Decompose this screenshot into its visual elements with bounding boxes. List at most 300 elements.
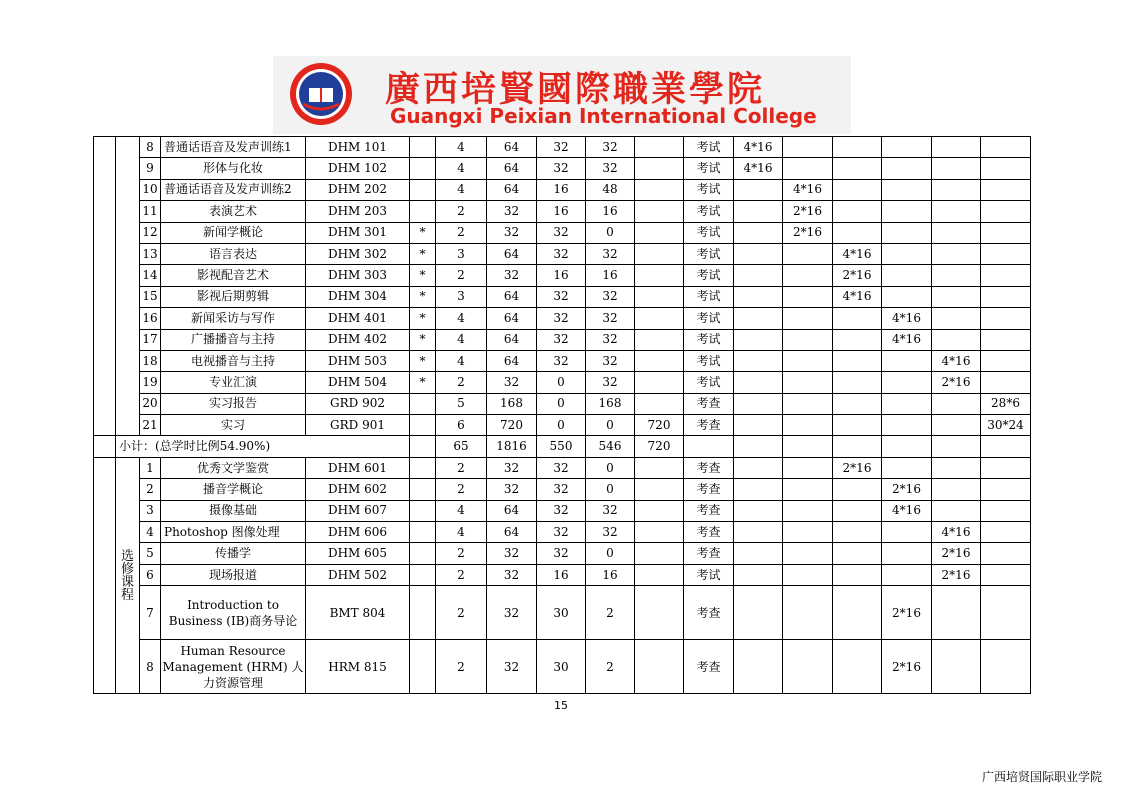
course-s1-cell — [734, 372, 783, 393]
course-total-cell: 64 — [487, 137, 537, 158]
subtotal-extra-cell: 720 — [635, 436, 684, 457]
subtotal-empty-cell — [932, 436, 981, 457]
course-s1-cell — [734, 350, 783, 371]
course-assess-cell: 考查 — [684, 586, 734, 640]
course-name-cell: Photoshop 图像处理 — [161, 522, 306, 543]
course-number-cell: 6 — [140, 564, 161, 585]
course-name-cell: 形体与化妆 — [161, 158, 306, 179]
course-name-cell: 优秀文学鉴赏 — [161, 457, 306, 478]
course-credits-cell: 4 — [436, 179, 487, 200]
required-course-row — [94, 308, 1031, 329]
course-name-cell: 播音学概论 — [161, 479, 306, 500]
course-practice-cell: 0 — [586, 415, 635, 436]
course-s4-cell — [882, 350, 932, 371]
course-name-cell: Human Resource Management (HRM) 人力资源管理 — [161, 640, 306, 694]
course-s1-cell — [734, 500, 783, 521]
course-core-cell: * — [410, 286, 436, 307]
course-s6-cell — [981, 286, 1031, 307]
course-name-cell: 表演艺术 — [161, 201, 306, 222]
course-total-cell: 32 — [487, 640, 537, 694]
elective-course-row — [94, 586, 1031, 640]
course-assess-cell: 考查 — [684, 415, 734, 436]
course-assess-cell: 考试 — [684, 308, 734, 329]
course-assess-cell: 考查 — [684, 457, 734, 478]
course-s1-cell — [734, 543, 783, 564]
course-s6-cell — [981, 564, 1031, 585]
course-assess-cell: 考试 — [684, 265, 734, 286]
course-theory-cell: 0 — [537, 415, 586, 436]
course-number-cell: 8 — [140, 137, 161, 158]
course-s3-cell — [833, 640, 882, 694]
course-code-cell: DHM 203 — [306, 201, 410, 222]
course-credits-cell: 2 — [436, 222, 487, 243]
course-s3-cell — [833, 137, 882, 158]
course-s3-cell — [833, 543, 882, 564]
course-s5-cell: 2*16 — [932, 564, 981, 585]
course-s1-cell — [734, 415, 783, 436]
course-code-cell: DHM 202 — [306, 179, 410, 200]
course-practice-cell: 16 — [586, 564, 635, 585]
course-name-cell: 普通话语音及发声训练1 — [161, 137, 306, 158]
course-s1-cell — [734, 286, 783, 307]
course-s4-cell — [882, 179, 932, 200]
course-extra-cell — [635, 329, 684, 350]
course-extra-cell — [635, 350, 684, 371]
course-s2-cell — [783, 243, 833, 264]
required-course-row — [94, 158, 1031, 179]
category-cell — [94, 137, 116, 436]
course-practice-cell: 32 — [586, 286, 635, 307]
course-s4-cell — [882, 286, 932, 307]
required-course-row — [94, 372, 1031, 393]
category-cell — [94, 436, 116, 457]
course-practice-cell: 48 — [586, 179, 635, 200]
course-s6-cell — [981, 137, 1031, 158]
subtotal-practice-cell: 546 — [586, 436, 635, 457]
course-credits-cell: 3 — [436, 286, 487, 307]
course-total-cell: 64 — [487, 308, 537, 329]
course-credits-cell: 4 — [436, 329, 487, 350]
course-s3-cell — [833, 308, 882, 329]
course-s2-cell — [783, 350, 833, 371]
course-s2-cell: 4*16 — [783, 179, 833, 200]
required-course-row — [94, 179, 1031, 200]
category-cell — [94, 457, 116, 693]
course-number-cell: 11 — [140, 201, 161, 222]
course-number-cell: 14 — [140, 265, 161, 286]
course-s1-cell — [734, 179, 783, 200]
course-s1-cell — [734, 640, 783, 694]
course-s4-cell: 4*16 — [882, 500, 932, 521]
course-name-cell: 影视后期剪辑 — [161, 286, 306, 307]
course-s3-cell — [833, 158, 882, 179]
subtotal-theory-cell: 550 — [537, 436, 586, 457]
course-theory-cell: 32 — [537, 500, 586, 521]
course-s2-cell — [783, 393, 833, 414]
course-s2-cell — [783, 564, 833, 585]
course-number-cell: 3 — [140, 500, 161, 521]
course-s1-cell — [734, 222, 783, 243]
course-assess-cell: 考试 — [684, 286, 734, 307]
course-assess-cell: 考试 — [684, 158, 734, 179]
course-code-cell: GRD 901 — [306, 415, 410, 436]
elective-course-row — [94, 500, 1031, 521]
course-s2-cell — [783, 372, 833, 393]
course-s6-cell — [981, 265, 1031, 286]
course-extra-cell — [635, 479, 684, 500]
course-assess-cell: 考查 — [684, 479, 734, 500]
course-number-cell: 4 — [140, 522, 161, 543]
course-credits-cell: 4 — [436, 522, 487, 543]
course-s2-cell — [783, 500, 833, 521]
subtotal-empty-cell — [882, 436, 932, 457]
course-total-cell: 32 — [487, 479, 537, 500]
course-extra-cell — [635, 372, 684, 393]
course-theory-cell: 0 — [537, 393, 586, 414]
course-s3-cell — [833, 201, 882, 222]
subtotal-core-cell — [410, 436, 436, 457]
subtotal-empty-cell — [734, 436, 783, 457]
course-s5-cell — [932, 308, 981, 329]
course-s4-cell — [882, 415, 932, 436]
course-s3-cell: 2*16 — [833, 457, 882, 478]
course-s5-cell — [932, 222, 981, 243]
required-course-row — [94, 222, 1031, 243]
course-core-cell: * — [410, 372, 436, 393]
course-s4-cell — [882, 393, 932, 414]
course-extra-cell — [635, 265, 684, 286]
course-credits-cell: 2 — [436, 479, 487, 500]
course-s5-cell: 2*16 — [932, 372, 981, 393]
course-s5-cell — [932, 457, 981, 478]
course-practice-cell: 32 — [586, 500, 635, 521]
course-s3-cell: 4*16 — [833, 243, 882, 264]
course-total-cell: 64 — [487, 158, 537, 179]
footer-college-name: 广西培贤国际职业学院 — [981, 770, 1102, 784]
course-s1-cell — [734, 586, 783, 640]
course-assess-cell: 考试 — [684, 179, 734, 200]
course-core-cell — [410, 640, 436, 694]
course-s4-cell — [882, 265, 932, 286]
course-core-cell: * — [410, 329, 436, 350]
course-theory-cell: 32 — [537, 158, 586, 179]
course-number-cell: 2 — [140, 479, 161, 500]
course-assess-cell: 考试 — [684, 329, 734, 350]
course-extra-cell — [635, 457, 684, 478]
course-s3-cell: 2*16 — [833, 265, 882, 286]
course-core-cell: * — [410, 350, 436, 371]
course-number-cell: 21 — [140, 415, 161, 436]
course-s5-cell — [932, 265, 981, 286]
course-practice-cell: 32 — [586, 137, 635, 158]
course-s2-cell — [783, 286, 833, 307]
course-core-cell — [410, 543, 436, 564]
course-s2-cell — [783, 308, 833, 329]
course-code-cell: BMT 804 — [306, 586, 410, 640]
course-s1-cell — [734, 265, 783, 286]
course-s6-cell — [981, 222, 1031, 243]
course-s2-cell — [783, 543, 833, 564]
course-table-body — [94, 137, 1031, 694]
course-s2-cell — [783, 329, 833, 350]
course-total-cell: 32 — [487, 543, 537, 564]
course-s6-cell — [981, 640, 1031, 694]
subtotal-row — [94, 436, 1031, 457]
course-extra-cell — [635, 179, 684, 200]
course-s4-cell — [882, 158, 932, 179]
course-code-cell: DHM 502 — [306, 564, 410, 585]
course-extra-cell — [635, 158, 684, 179]
course-practice-cell: 32 — [586, 329, 635, 350]
elective-course-row — [94, 543, 1031, 564]
subtotal-label: 小计：(总学时比例54.90%) — [116, 436, 410, 457]
course-practice-cell: 0 — [586, 222, 635, 243]
course-theory-cell: 32 — [537, 286, 586, 307]
course-s6-cell: 30*24 — [981, 415, 1031, 436]
course-theory-cell: 30 — [537, 640, 586, 694]
course-credits-cell: 2 — [436, 372, 487, 393]
course-s1-cell — [734, 457, 783, 478]
course-s4-cell — [882, 222, 932, 243]
course-s3-cell — [833, 179, 882, 200]
course-code-cell: HRM 815 — [306, 640, 410, 694]
course-name-cell: 语言表达 — [161, 243, 306, 264]
course-assess-cell: 考查 — [684, 500, 734, 521]
course-code-cell: DHM 606 — [306, 522, 410, 543]
course-practice-cell: 32 — [586, 372, 635, 393]
course-number-cell: 9 — [140, 158, 161, 179]
course-credits-cell: 4 — [436, 308, 487, 329]
course-s6-cell — [981, 522, 1031, 543]
course-credits-cell: 6 — [436, 415, 487, 436]
course-s6-cell — [981, 308, 1031, 329]
required-course-row — [94, 201, 1031, 222]
course-credits-cell: 4 — [436, 500, 487, 521]
course-s2-cell: 2*16 — [783, 222, 833, 243]
required-course-row — [94, 350, 1031, 371]
course-s5-cell — [932, 243, 981, 264]
course-theory-cell: 0 — [537, 372, 586, 393]
course-s6-cell — [981, 350, 1031, 371]
course-practice-cell: 32 — [586, 308, 635, 329]
course-name-cell: 现场报道 — [161, 564, 306, 585]
course-s2-cell — [783, 640, 833, 694]
course-total-cell: 64 — [487, 179, 537, 200]
course-theory-cell: 32 — [537, 522, 586, 543]
course-s4-cell: 2*16 — [882, 479, 932, 500]
course-number-cell: 15 — [140, 286, 161, 307]
course-core-cell — [410, 415, 436, 436]
course-s1-cell — [734, 329, 783, 350]
course-s5-cell — [932, 640, 981, 694]
course-name-cell: 新闻学概论 — [161, 222, 306, 243]
course-core-cell: * — [410, 243, 436, 264]
course-s6-cell — [981, 500, 1031, 521]
course-s5-cell: 4*16 — [932, 350, 981, 371]
course-s3-cell — [833, 350, 882, 371]
course-number-cell: 7 — [140, 586, 161, 640]
college-banner — [273, 56, 851, 134]
course-s4-cell — [882, 372, 932, 393]
course-credits-cell: 4 — [436, 350, 487, 371]
course-s6-cell — [981, 457, 1031, 478]
course-name-cell: 摄像基础 — [161, 500, 306, 521]
course-code-cell: DHM 102 — [306, 158, 410, 179]
elective-course-row — [94, 640, 1031, 694]
course-credits-cell: 4 — [436, 137, 487, 158]
course-total-cell: 64 — [487, 350, 537, 371]
course-total-cell: 168 — [487, 393, 537, 414]
subtotal-empty-cell — [684, 436, 734, 457]
course-core-cell — [410, 586, 436, 640]
course-s4-cell: 2*16 — [882, 640, 932, 694]
course-name-cell: 实习报告 — [161, 393, 306, 414]
course-s3-cell — [833, 222, 882, 243]
subtotal-credits-cell: 65 — [436, 436, 487, 457]
college-seal-icon — [289, 62, 353, 126]
course-code-cell: DHM 601 — [306, 457, 410, 478]
course-core-cell — [410, 179, 436, 200]
course-s4-cell — [882, 457, 932, 478]
course-theory-cell: 32 — [537, 479, 586, 500]
course-number-cell: 5 — [140, 543, 161, 564]
course-s3-cell — [833, 522, 882, 543]
course-extra-cell — [635, 543, 684, 564]
course-total-cell: 32 — [487, 201, 537, 222]
course-s3-cell: 4*16 — [833, 286, 882, 307]
course-credits-cell: 2 — [436, 265, 487, 286]
course-s3-cell — [833, 372, 882, 393]
subtotal-empty-cell — [833, 436, 882, 457]
course-number-cell: 12 — [140, 222, 161, 243]
course-code-cell: DHM 303 — [306, 265, 410, 286]
course-s1-cell — [734, 479, 783, 500]
college-name-en: Guangxi Peixian International College — [390, 104, 817, 128]
elective-group-label: 选 修 课 程 — [116, 457, 140, 693]
course-total-cell: 32 — [487, 265, 537, 286]
course-core-cell — [410, 500, 436, 521]
course-assess-cell: 考查 — [684, 543, 734, 564]
course-credits-cell: 2 — [436, 564, 487, 585]
course-assess-cell: 考试 — [684, 222, 734, 243]
course-credits-cell: 2 — [436, 201, 487, 222]
course-core-cell: * — [410, 308, 436, 329]
course-s1-cell — [734, 243, 783, 264]
course-theory-cell: 32 — [537, 543, 586, 564]
course-plan-table — [93, 136, 1031, 694]
course-total-cell: 32 — [487, 372, 537, 393]
course-number-cell: 10 — [140, 179, 161, 200]
course-s5-cell — [932, 329, 981, 350]
required-course-row — [94, 137, 1031, 158]
course-assess-cell: 考试 — [684, 137, 734, 158]
course-s6-cell — [981, 243, 1031, 264]
course-s4-cell — [882, 137, 932, 158]
course-s5-cell — [932, 479, 981, 500]
course-assess-cell: 考试 — [684, 564, 734, 585]
course-total-cell: 64 — [487, 329, 537, 350]
course-core-cell — [410, 479, 436, 500]
course-s5-cell — [932, 415, 981, 436]
course-practice-cell: 2 — [586, 640, 635, 694]
course-number-cell: 16 — [140, 308, 161, 329]
course-core-cell — [410, 393, 436, 414]
course-number-cell: 17 — [140, 329, 161, 350]
course-s1-cell — [734, 308, 783, 329]
course-core-cell: * — [410, 265, 436, 286]
course-s2-cell — [783, 522, 833, 543]
course-s2-cell — [783, 137, 833, 158]
course-theory-cell: 32 — [537, 243, 586, 264]
course-s6-cell — [981, 479, 1031, 500]
course-extra-cell: 720 — [635, 415, 684, 436]
course-theory-cell: 16 — [537, 179, 586, 200]
course-credits-cell: 2 — [436, 586, 487, 640]
course-code-cell: DHM 401 — [306, 308, 410, 329]
course-code-cell: DHM 101 — [306, 137, 410, 158]
course-assess-cell: 考查 — [684, 522, 734, 543]
course-s3-cell — [833, 415, 882, 436]
course-extra-cell — [635, 308, 684, 329]
course-s3-cell — [833, 500, 882, 521]
course-theory-cell: 32 — [537, 350, 586, 371]
course-s5-cell — [932, 137, 981, 158]
course-s6-cell — [981, 543, 1031, 564]
course-practice-cell: 32 — [586, 350, 635, 371]
course-practice-cell: 168 — [586, 393, 635, 414]
course-code-cell: DHM 402 — [306, 329, 410, 350]
course-s5-cell: 4*16 — [932, 522, 981, 543]
course-s4-cell — [882, 543, 932, 564]
course-practice-cell: 0 — [586, 543, 635, 564]
course-practice-cell: 32 — [586, 522, 635, 543]
course-credits-cell: 3 — [436, 243, 487, 264]
course-code-cell: DHM 503 — [306, 350, 410, 371]
course-theory-cell: 16 — [537, 201, 586, 222]
course-core-cell — [410, 457, 436, 478]
course-practice-cell: 0 — [586, 457, 635, 478]
course-code-cell: DHM 602 — [306, 479, 410, 500]
course-s3-cell — [833, 564, 882, 585]
course-s2-cell: 2*16 — [783, 201, 833, 222]
course-theory-cell: 32 — [537, 222, 586, 243]
course-s4-cell: 4*16 — [882, 329, 932, 350]
course-name-cell: Introduction to Business (IB)商务导论 — [161, 586, 306, 640]
course-total-cell: 64 — [487, 286, 537, 307]
course-s1-cell: 4*16 — [734, 137, 783, 158]
course-s5-cell — [932, 286, 981, 307]
course-total-cell: 32 — [487, 586, 537, 640]
course-code-cell: DHM 504 — [306, 372, 410, 393]
course-s5-cell — [932, 179, 981, 200]
course-extra-cell — [635, 243, 684, 264]
course-s3-cell — [833, 329, 882, 350]
course-name-cell: 广播播音与主持 — [161, 329, 306, 350]
course-theory-cell: 16 — [537, 265, 586, 286]
elective-course-row — [94, 522, 1031, 543]
course-s4-cell — [882, 522, 932, 543]
course-extra-cell — [635, 522, 684, 543]
course-assess-cell: 考试 — [684, 243, 734, 264]
course-credits-cell: 4 — [436, 158, 487, 179]
required-course-row — [94, 286, 1031, 307]
course-s3-cell — [833, 586, 882, 640]
course-theory-cell: 32 — [537, 308, 586, 329]
course-s6-cell — [981, 158, 1031, 179]
course-s1-cell — [734, 201, 783, 222]
course-assess-cell: 考试 — [684, 350, 734, 371]
course-extra-cell — [635, 564, 684, 585]
